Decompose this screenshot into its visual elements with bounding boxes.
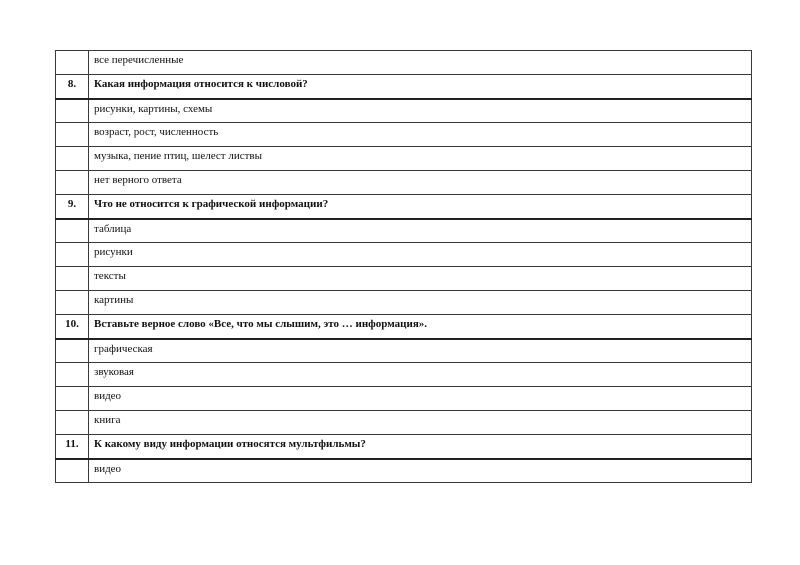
answer-option-text: книга	[89, 411, 752, 435]
answer-row	[56, 123, 752, 147]
question-number-cell: 9.	[56, 195, 89, 219]
question-number-cell	[56, 387, 89, 411]
answer-row	[56, 147, 752, 171]
answer-option-text: тексты	[89, 267, 752, 291]
question-number-cell	[56, 219, 89, 243]
question-text: Вставьте верное слово «Все, что мы слышим, это … информация».	[89, 315, 752, 339]
answer-option-text: видео	[89, 459, 752, 483]
answer-option-text: графическая	[89, 339, 752, 363]
question-number-cell	[56, 147, 89, 171]
answer-option-text: все перечисленные	[89, 51, 752, 75]
question-row	[56, 75, 752, 99]
answer-option-text: видео	[89, 387, 752, 411]
answer-row	[56, 411, 752, 435]
answer-row	[56, 291, 752, 315]
question-number-cell	[56, 267, 89, 291]
answer-row	[56, 243, 752, 267]
question-number-cell	[56, 99, 89, 123]
answer-option-text: возраст, рост, численность	[89, 123, 752, 147]
question-row	[56, 315, 752, 339]
question-number-cell: 8.	[56, 75, 89, 99]
question-number-cell	[56, 51, 89, 75]
question-text: К какому виду информации относятся мультфильмы?	[89, 435, 752, 459]
answer-option-text: рисунки, картины, схемы	[89, 99, 752, 123]
answer-row	[56, 99, 752, 123]
answer-option-text: картины	[89, 291, 752, 315]
answer-row	[56, 339, 752, 363]
question-text: Что не относится к графической информации?	[89, 195, 752, 219]
answer-row	[56, 363, 752, 387]
question-number-cell	[56, 459, 89, 483]
answer-row	[56, 219, 752, 243]
answer-row	[56, 267, 752, 291]
question-number-cell	[56, 363, 89, 387]
answer-row	[56, 171, 752, 195]
answer-option-text: звуковая	[89, 363, 752, 387]
answer-row	[56, 51, 752, 75]
quiz-table-body	[56, 51, 752, 483]
question-number-cell	[56, 291, 89, 315]
answer-option-text: рисунки	[89, 243, 752, 267]
answer-option-text: нет верного ответа	[89, 171, 752, 195]
question-number-cell	[56, 339, 89, 363]
answer-option-text: таблица	[89, 219, 752, 243]
question-number-cell	[56, 243, 89, 267]
question-row	[56, 195, 752, 219]
answer-row	[56, 387, 752, 411]
question-number-cell	[56, 411, 89, 435]
question-number-cell	[56, 171, 89, 195]
question-row	[56, 435, 752, 459]
quiz-table	[55, 50, 752, 483]
question-number-cell: 10.	[56, 315, 89, 339]
answer-option-text: музыка, пение птиц, шелест листвы	[89, 147, 752, 171]
question-number-cell: 11.	[56, 435, 89, 459]
question-text: Какая информация относится к числовой?	[89, 75, 752, 99]
question-number-cell	[56, 123, 89, 147]
answer-row	[56, 459, 752, 483]
